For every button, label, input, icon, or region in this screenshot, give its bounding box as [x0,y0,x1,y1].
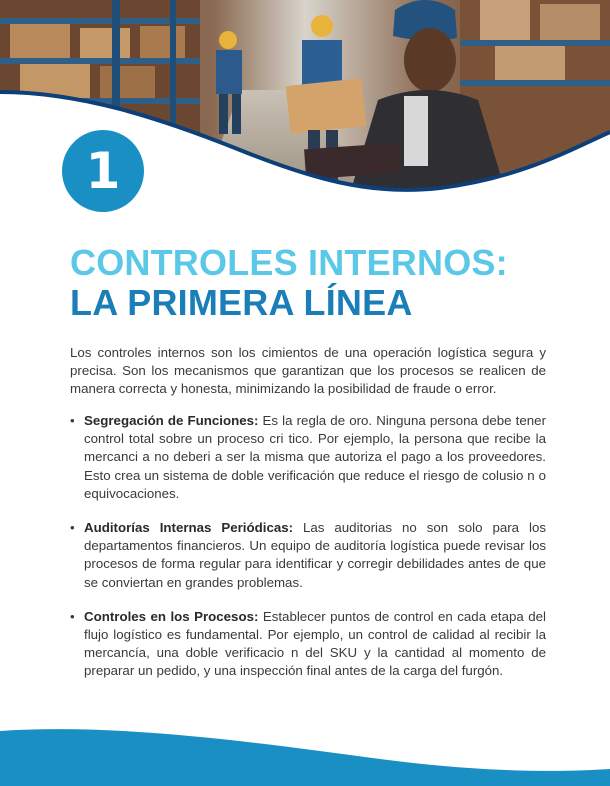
list-item-segregacion [70,412,546,503]
list-item-heading: Controles en los Procesos: [84,608,259,624]
bullet-dot: • [70,413,75,428]
list-item-heading: Auditorías Internas Periódicas: [84,520,294,536]
section-number-badge [62,130,144,212]
section-number: 1 [85,142,121,200]
list-item-text: Es la regla de oro. Ninguna persona debe tener control total sobre un proceso cri tico. Por ejemplo, la persona que recibe la mercanci a no deberi a ser la misma que autoriza el pago a los proveedores. Esto crea un sistema de doble verificación que reduce el riesgo de colusio n o equivocaciones. [84,413,546,501]
title-line-2: LA PRIMERA LÍNEA [70,282,413,323]
footer-wave-shape [0,725,610,786]
list-item-auditorias [70,519,546,592]
page-title [70,243,508,323]
list-item-text: Las auditorias no son solo para los departamentos financieros. Un equipo de auditoría logística puede revisar los procesos de forma regular para identificar y corregir debilidades antes de que se conviertan en grandes problemas. [84,520,546,590]
bullet-dot: • [70,520,75,536]
list-item-heading: Segregación de Funciones: [84,413,259,428]
intro-paragraph: Los controles internos son los cimientos de una operación logística segura y precisa. Son los mecanismos que garantizan que los procesos se realicen de manera correcta y honesta, minimizando la posibilidad de fraude o error. [70,345,546,397]
list-item-controles-procesos [70,608,546,681]
controls-list [70,412,546,681]
bullet-dot: • [70,608,75,624]
footer-wave [0,725,610,786]
list-item-text: Establecer puntos de control en cada etapa del flujo logístico es fundamental. Por ejemplo, un control de calidad al recibir la mercancía, una doble verificacio n del SKU y la cantidad al momento de preparar un pedido, y una inspección final antes de la carga del furgón. [84,608,546,679]
title-line-1: CONTROLES INTERNOS: [70,242,508,283]
